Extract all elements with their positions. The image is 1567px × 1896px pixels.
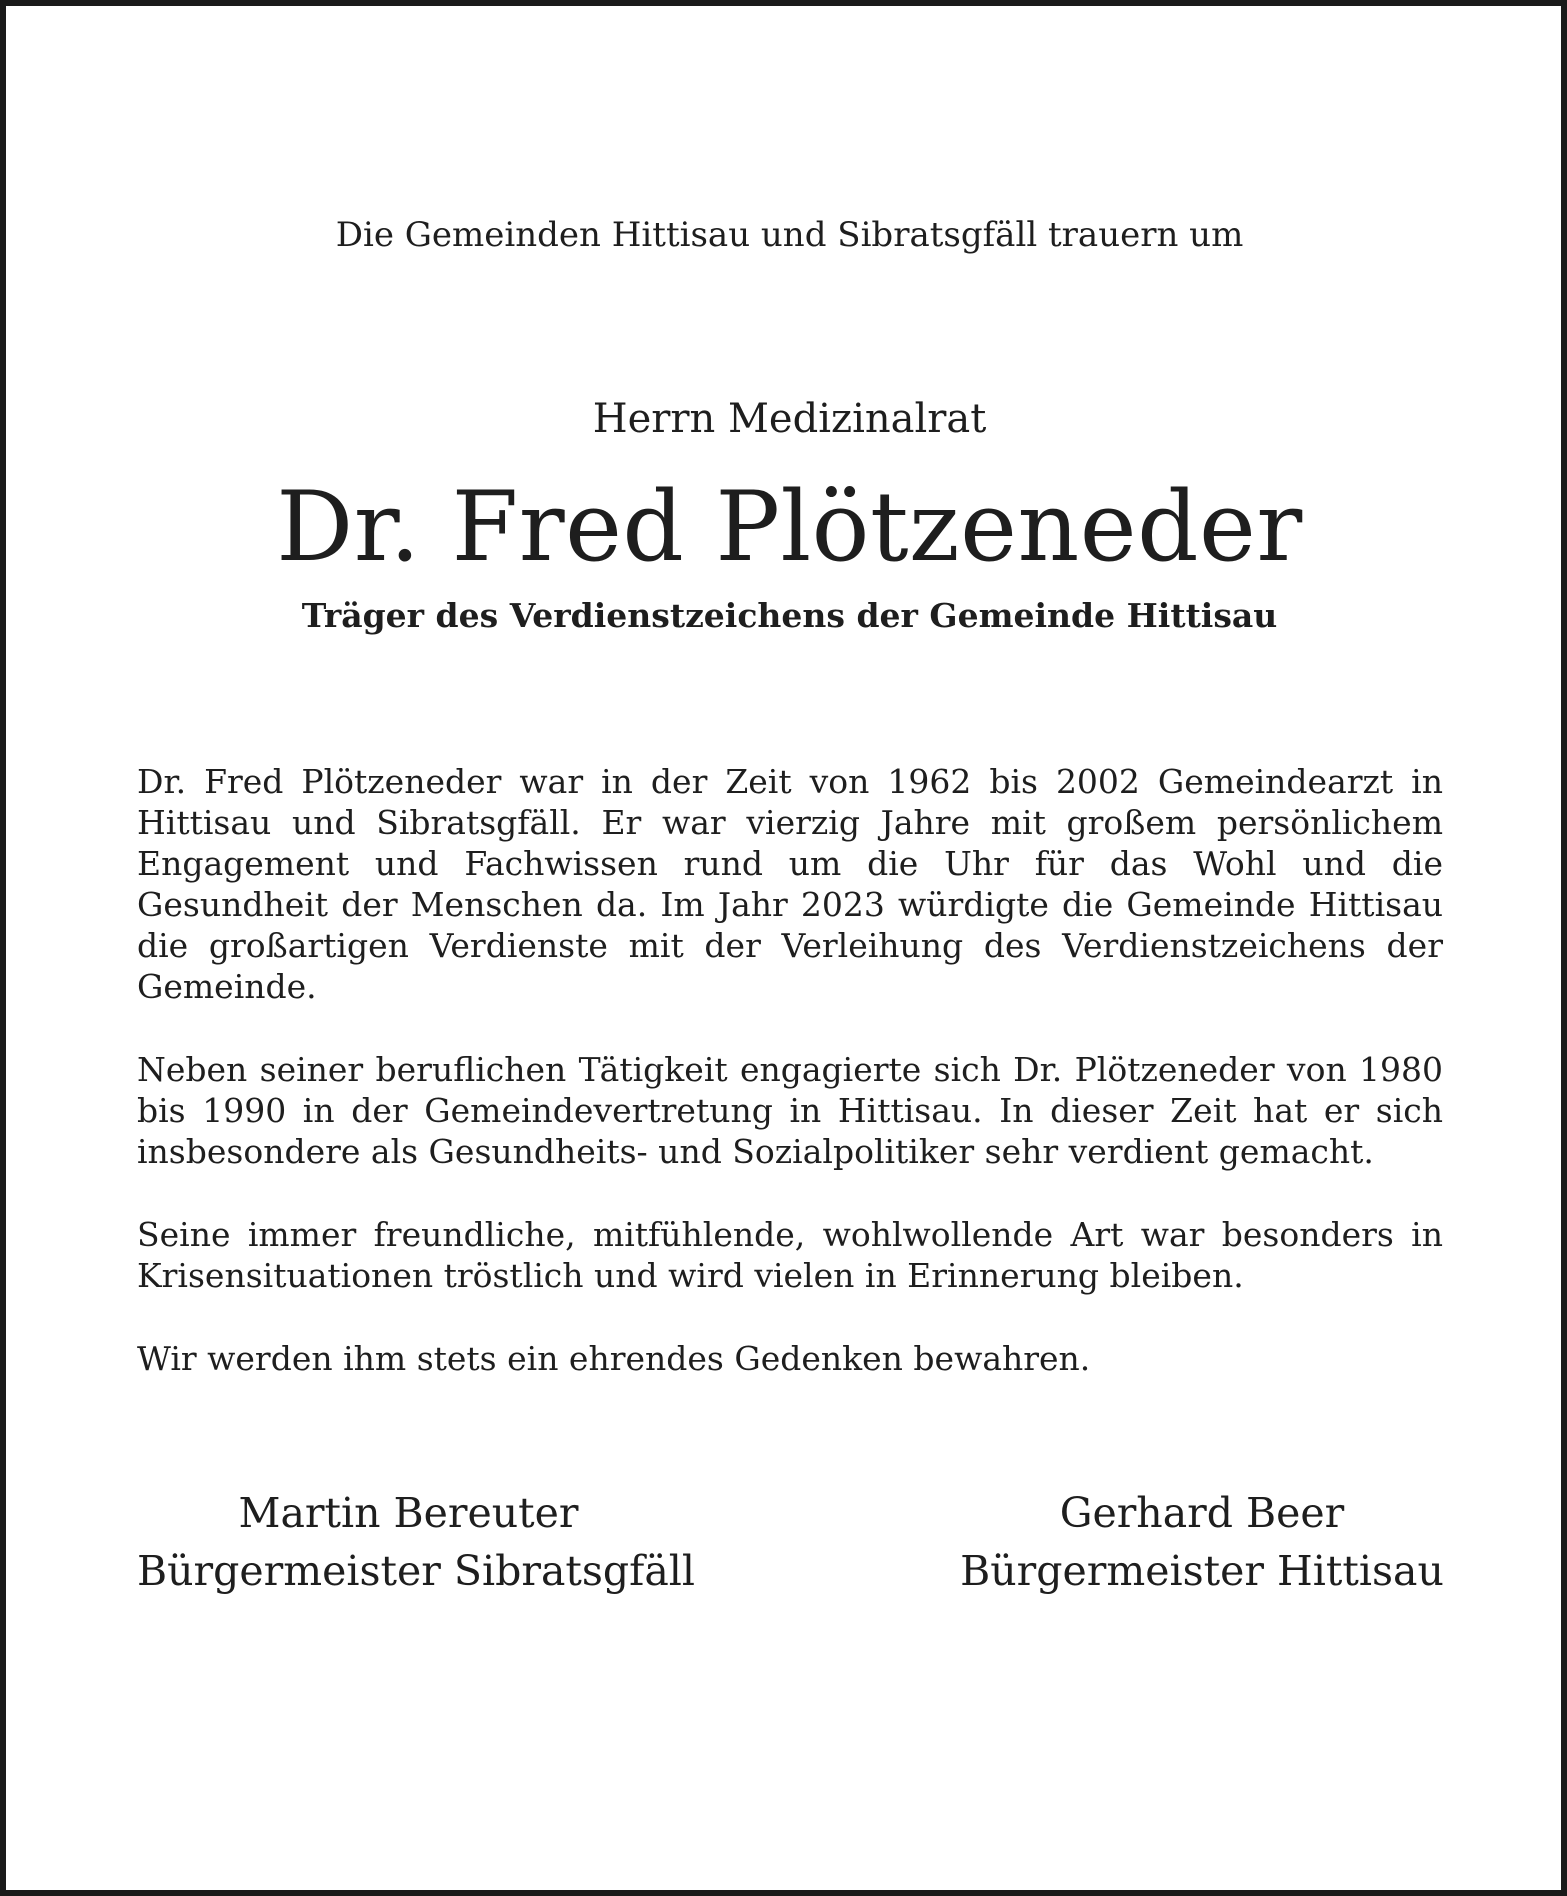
deceased-name: Dr. Fred Plötzeneder (276, 471, 1303, 583)
body-paragraph: Seine immer freundliche, mitfühlende, wohlwollende Art war besonders in Krisensituationen tröstlich und wird vielen in Erinnerung bleiben. (137, 1215, 1443, 1295)
honor-title: Träger des Verdienstzeichens der Gemeinde Hittisau (301, 596, 1278, 635)
signatory-title: Bürgermeister Hittisau (960, 1547, 1444, 1595)
signature-left (137, 1484, 696, 1600)
body-paragraph: Dr. Fred Plötzeneder war in der Zeit von 1962 bis 2002 Gemeindearzt in Hittisau und Sibratsgfäll. Er war vierzig Jahre mit großem persönlichem Engagement und Fachwissen rund um die Uhr für das Wohl und die Gesundheit der Menschen da. Im Jahr 2023 würdigte die Gemeinde Hittisau die großartigen Verdienste mit der Verleihung des Verdienstzeichens der Gemeinde. (137, 762, 1443, 1006)
intro-line: Die Gemeinden Hittisau und Sibratsgfäll trauern um (335, 215, 1244, 255)
signatory-title: Bürgermeister Sibratsgfäll (137, 1547, 696, 1595)
salutation: Herrn Medizinalrat (592, 396, 987, 442)
body-paragraph: Neben seiner beruflichen Tätigkeit engagierte sich Dr. Plötzeneder von 1980 bis 1990 in der Gemeindevertretung in Hittisau. In dieser Zeit hat er sich insbesondere als Gesundheits- und Sozialpolitiker sehr verdient gemacht. (137, 1050, 1443, 1171)
signatory-name: Martin Bereuter (238, 1489, 579, 1537)
obituary-body (137, 761, 1443, 1421)
signature-right (960, 1484, 1444, 1600)
signatory-name: Gerhard Beer (1059, 1489, 1345, 1537)
closing-paragraph: Wir werden ihm stets ein ehrendes Gedenken bewahren. (137, 1339, 1091, 1378)
